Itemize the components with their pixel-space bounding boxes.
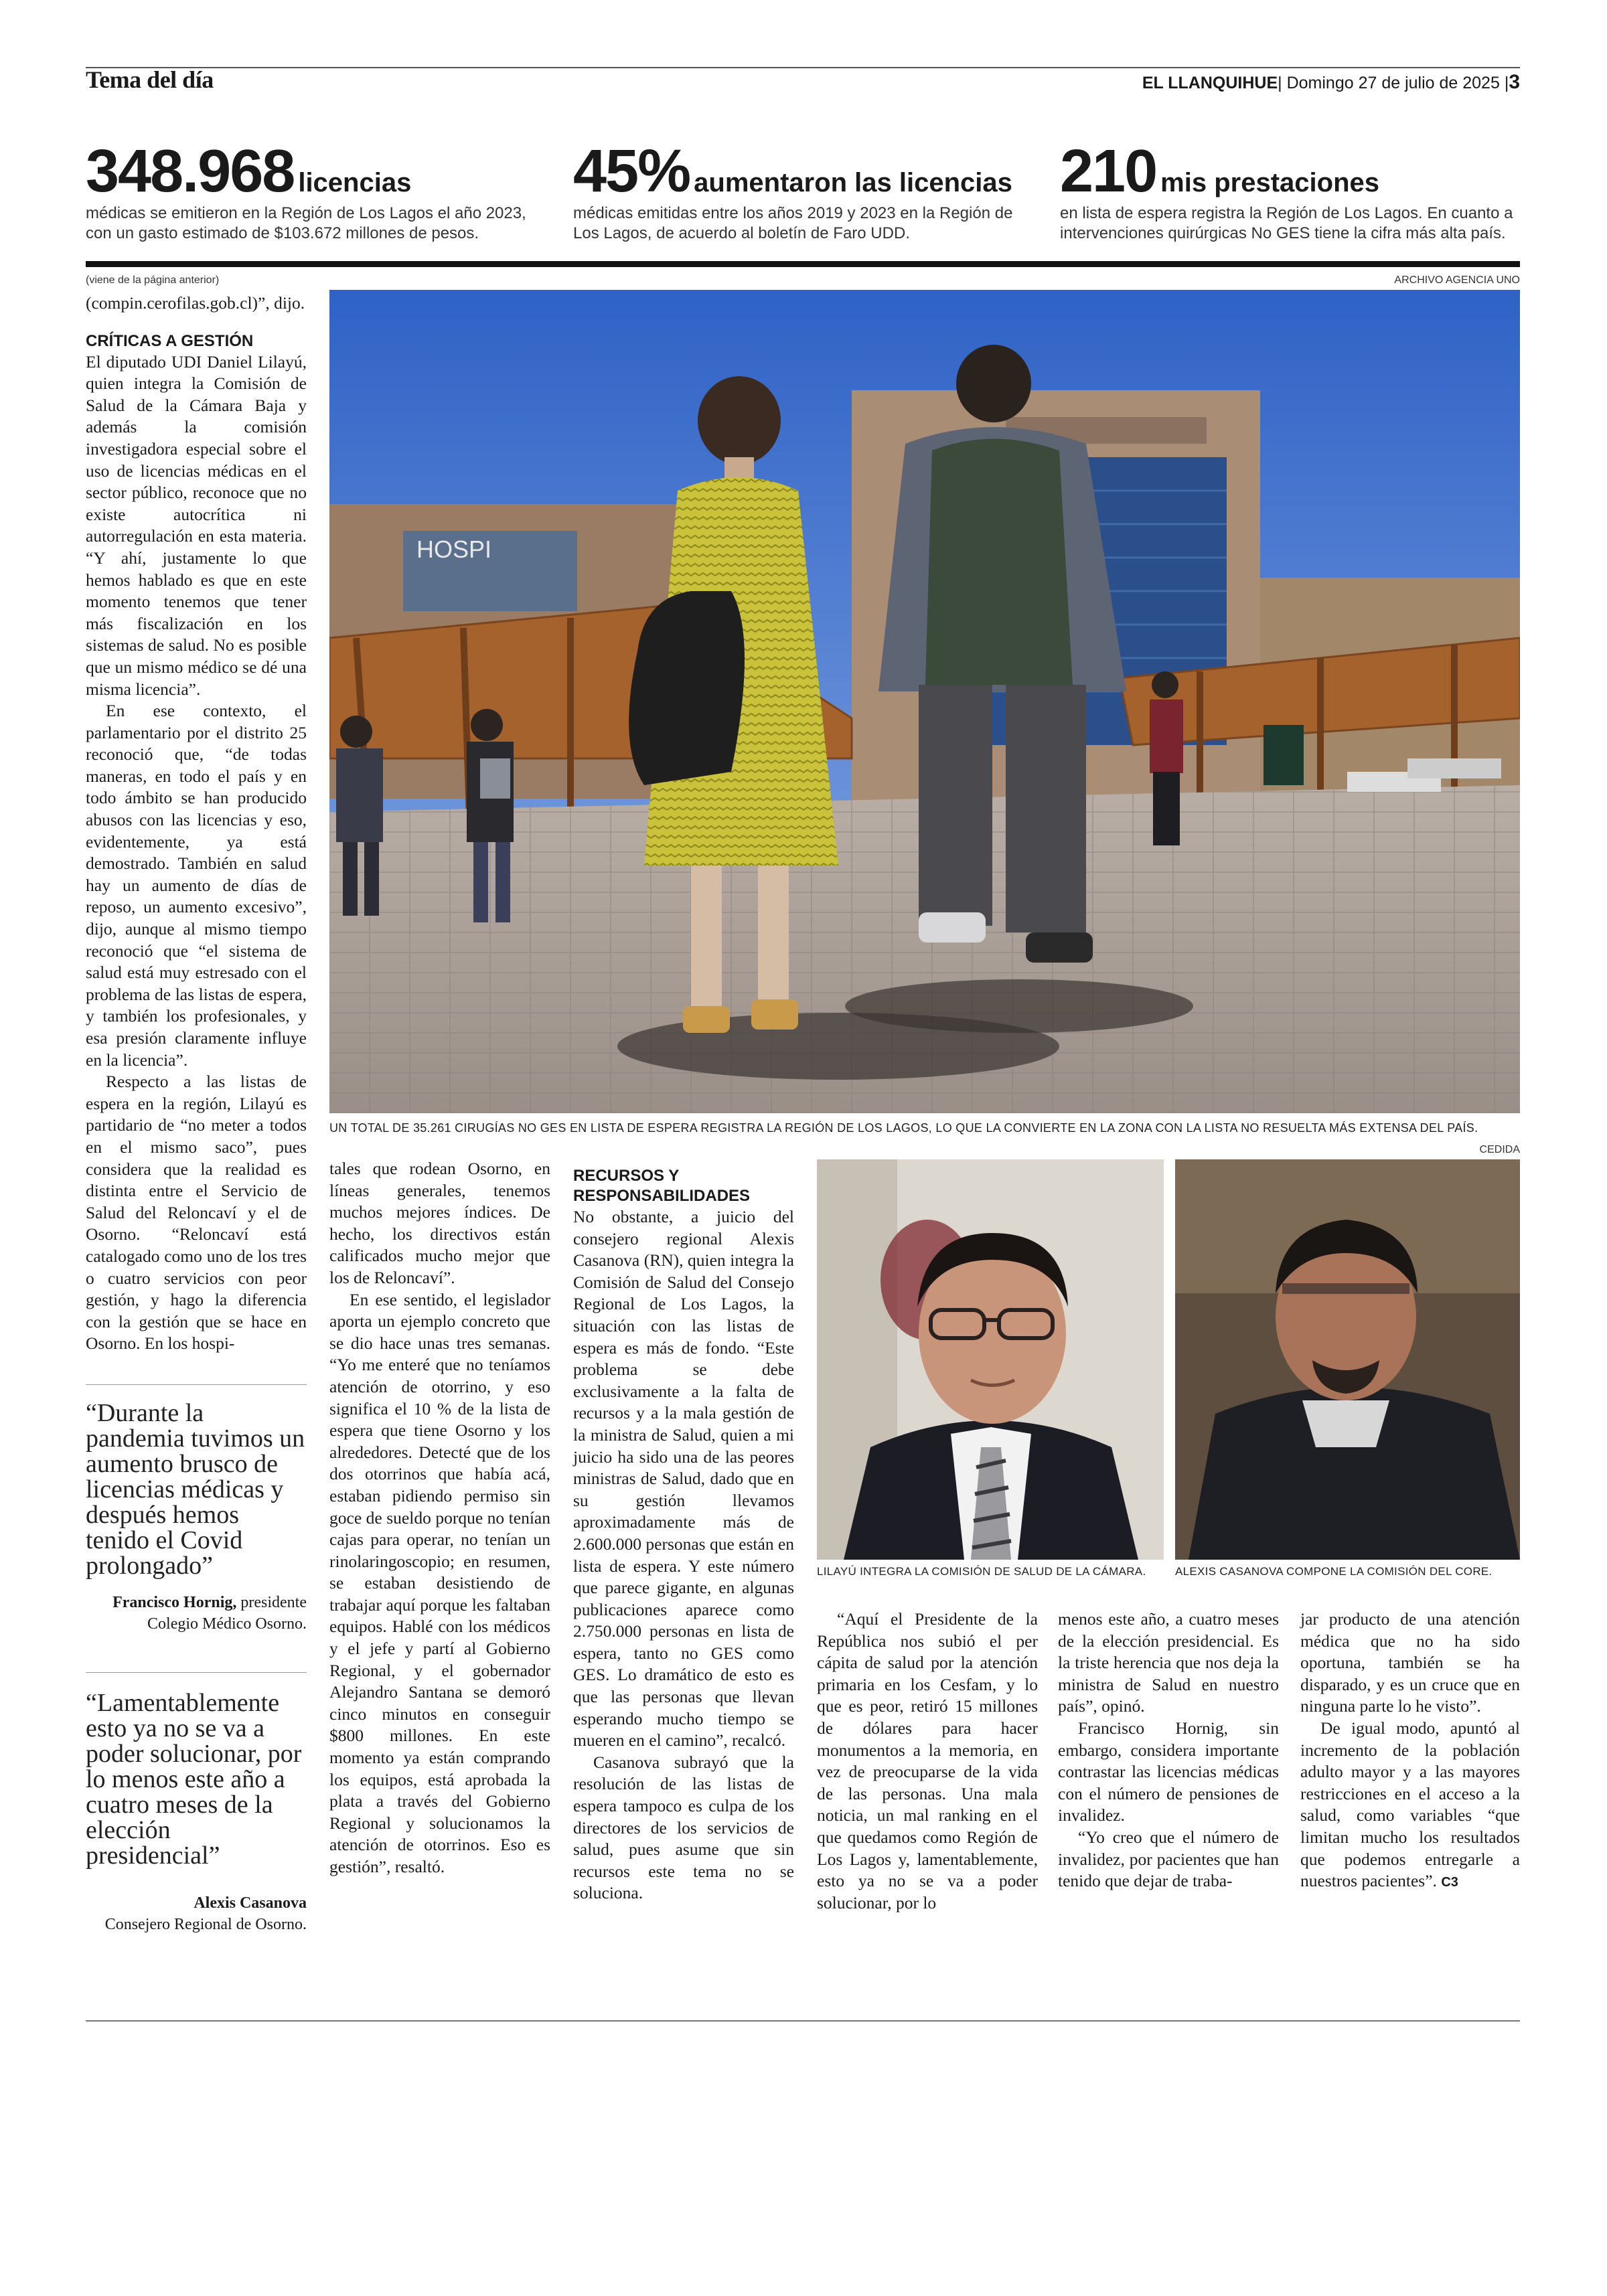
photo-credit-portraits: CEDIDA [1479,1144,1520,1155]
subhead-recursos [573,1166,794,1206]
paragraph: El diputado UDI Daniel Lilayú, quien integra la Comisión de Salud de la Cámara Baja y además la comisión investigadora especial sobre el uso de licencias médicas en el sector público, reconoce que no existe autocrítica ni autorregulación en esta materia. “Y ahí, justamente lo que hemos hablado es que en este momento tenemos que tener más fiscalización en los sistemas de salud. No es posible que un mismo médico se dé una misma licencia”. [86,351,307,699]
subhead-line: RESPONSABILIDADES [573,1187,751,1205]
subhead-criticas: CRÍTICAS A GESTIÓN [86,331,254,350]
paragraph [1300,1718,1520,1894]
quote-role: Consejero Regional de Osorno. [104,1916,307,1933]
stat-aumento [573,138,1042,244]
quote-attribution [86,1892,307,1935]
column-2 [329,1158,550,1878]
stats-rule [86,261,1520,267]
portrait-casanova-illustration [1175,1159,1520,1560]
quote-rule [86,1672,307,1673]
stat-licencias [86,138,554,244]
portrait-lilayu [817,1159,1164,1560]
stat-number: 348.968 [86,138,295,205]
stat-label: mis prestaciones [1160,168,1379,197]
subhead-line: RECURSOS Y [573,1167,680,1185]
pull-quote-casanova [86,1690,307,1935]
paragraph: En ese contexto, el parlamentario por el distrito 25 reconoció que, “de todas maneras, en todo el país y en todo ámbito se han producido abusos con las licencias y eso, evidentemente, ya está demostrado. También en salud hay un aumento de días de reposo, un aumento excesivo”, dijo, aunque al mismo tiempo reconoció que “el sistema de salud está muy estresado con el problema de las listas de espera, y también los profesionales, y esa presión claramente influye en la licencia”. [86,701,307,1070]
paragraph: jar producto de una atención médica que no ha sido oportuna, también se ha disparado, y es un cruce que en ninguna parte lo he visto”. [1300,1609,1520,1716]
paragraph: Respecto a las listas de espera en la región, Lilayú es partidario de “no meter a todos en el mismo saco”, pues considera que la realidad es distinta entre el Servicio de Salud del Reloncaví y el de Osorno. “Reloncaví está catalogado como uno de los tres o cuatro servicios con peor gestión, y hago la diferencia con la gestión que se hace en Osorno. En los hospi- [86,1072,307,1354]
column-4 [817,1609,1038,1914]
continued-note: (viene de la página anterior) [86,274,220,286]
paragraph: “Aquí el Presidente de la República nos subió el per cápita de salud por la atención primaria en los Cesfam, y lo que es peor, retiró 15 millones de dólares para hacer monumentos a la memoria, en vez de preocuparse de la vida de las personas. Una mala noticia, un mal ranking en el que quedamos como Región de Los Lagos y, lamentablemente, esto ya no se va a poder solucionar, por lo [817,1609,1038,1912]
folio [1142,71,1520,94]
quote-role: presidente [236,1594,307,1611]
hospital-plaza-illustration [329,290,1520,1113]
caption-casanova: ALEXIS CASANOVA COMPONE LA COMISIÓN DEL CORE. [1175,1565,1493,1578]
paragraph: (compin.cerofilas.gob.cl)”, dijo. [86,293,305,313]
column-3 [573,1166,794,1904]
stat-text: médicas se emitieron en la Región de Los Lagos el año 2023, con un gasto estimado de $103.672 millones de pesos. [86,204,526,242]
footer-rule [86,2020,1520,2022]
paragraph: Casanova subrayó que la resolución de las listas de espera tampoco es culpa de los directores de los servicios de salud, pues asume que sin recursos este tema no se soluciona. [573,1752,794,1903]
column-1 [86,293,307,1355]
quote-rule [86,1384,307,1385]
stat-number: 45% [573,138,690,205]
stat-text: médicas emitidas entre los años 2019 y 2023 en la Región de Los Lagos, de acuerdo al boletín de Faro UDD. [573,204,1013,242]
portrait-casanova [1175,1159,1520,1560]
portrait-lilayu-illustration [817,1159,1164,1560]
quote-text: “Lamentablemente esto ya no se va a poder solucionar, por lo menos este año a cuatro meses de la elección presidencial” [86,1689,302,1870]
paragraph: “Yo creo que el número de invalidez, por pacientes que han tenido que dejar de traba- [1058,1827,1279,1891]
end-mark: C3 [1441,1875,1458,1890]
column-5 [1058,1609,1279,1892]
main-photo [329,290,1520,1113]
newspaper-name: EL LLANQUIHUE [1142,74,1278,92]
main-photo-caption: UN TOTAL DE 35.261 CIRUGÍAS NO GES EN LISTA DE ESPERA REGISTRA LA REGIÓN DE LOS LAGOS, LO QUE LA CONVIERTE EN LA ZONA CON LA LISTA NO RESUELTA MÁS EXTENSA DEL PAÍS. [329,1121,1478,1135]
quote-author: Alexis Casanova [194,1894,307,1912]
paragraph: No obstante, a juicio del consejero regional Alexis Casanova (RN), quien integra la Comisión de Salud del Consejo Regional de Los Lagos, la situación con las listas de espera es más de fondo. “Este problema se debe exclusivamente a la falta de recursos y a la mala gestión de la ministra de Salud, quien a mi juicio ha sido una de las peores ministras de Salud, dado que en su gestión llevamos aproximadamente más de 2.600.000 personas que están en lista de espera. Y este número que parece gigante, en algunas publicaciones aparece como 2.750.000 personas en lista de espera, tanto no GES como GES. Lo dramático de esto es que las personas que llevan esperando mucho tiempo se mueren en el camino”, recalcó. [573,1207,795,1750]
paragraph: En ese sentido, el legislador aporta un ejemplo concreto que se dio hace unas tres semanas. “Yo me enteré que no teníamos atención de otorrino, y eso significa el 10 % de la lista de espera que tiene Osorno y los alrededores. Detecté que de los dos otorrinos que había acá, estaban pidiendo permiso sin goce de sueldo porque no tenían cajas para operar, no tenían un rinolaringoscopio; en resumen, se estaban desistiendo de trabajar aquí porque les faltaban equipos. Hablé con los médicos y el jefe y partí al Gobierno Regional, y el gobernador Alejandro Santana se demoró cinco minutos en conseguir $800 millones. En este momento ya están comprando los equipos, está aprobada la plata a través del Gobierno Regional y solucionamos la atención de otorrinos. Eso es gestión”, resaltó. [329,1289,550,1876]
quote-role: Colegio Médico Osorno. [147,1615,307,1633]
stat-label: licencias [298,168,412,197]
stat-number: 210 [1060,138,1157,205]
caption-lilayu: LILAYÚ INTEGRA LA COMISIÓN DE SALUD DE LA CÁMARA. [817,1565,1146,1578]
hospital-sign: HOSPI [416,536,492,563]
page-number: 3 [1509,71,1520,93]
header-rule [86,67,1520,68]
column-6 [1300,1609,1520,1894]
stat-label: aumentaron las licencias [694,168,1012,197]
paragraph-text: De igual modo, apuntó al incremento de la población adulto mayor y a las mayores restricciones en el acceso a la salud, como variables “que limitan mucho los resultados que podemos entregarle a nuestros pacientes”. [1300,1718,1520,1891]
paragraph: Francisco Hornig, sin embargo, considera importante contrastar las licencias médicas con el número de pensiones de invalidez. [1058,1718,1279,1825]
quote-text: “Durante la pandemia tuvimos un aumento brusco de licencias médicas y después hemos tenido el Covid prolongado” [86,1399,305,1580]
issue-date: | Domingo 27 de julio de 2025 | [1278,74,1509,92]
pull-quote-hornig [86,1400,307,1635]
quote-author: Francisco Hornig, [112,1594,237,1611]
paragraph: menos este año, a cuatro meses de la elección presidencial. Es la triste herencia que nos deja la ministra de Salud en nuestro país”, opinó. [1058,1609,1279,1716]
quote-attribution [86,1592,307,1635]
stat-text: en lista de espera registra la Región de Los Lagos. En cuanto a intervenciones quirúrgicas No GES tiene la cifra más alta país. [1060,204,1513,242]
stat-prestaciones [1060,138,1529,244]
paragraph: tales que rodean Osorno, en líneas generales, tenemos muchos mejores índices. De hecho, los directivos están calificados mucho mejor que los de Reloncaví”. [329,1159,550,1287]
section-label: Tema del día [86,66,214,93]
photo-credit-main: ARCHIVO AGENCIA UNO [1394,274,1520,286]
